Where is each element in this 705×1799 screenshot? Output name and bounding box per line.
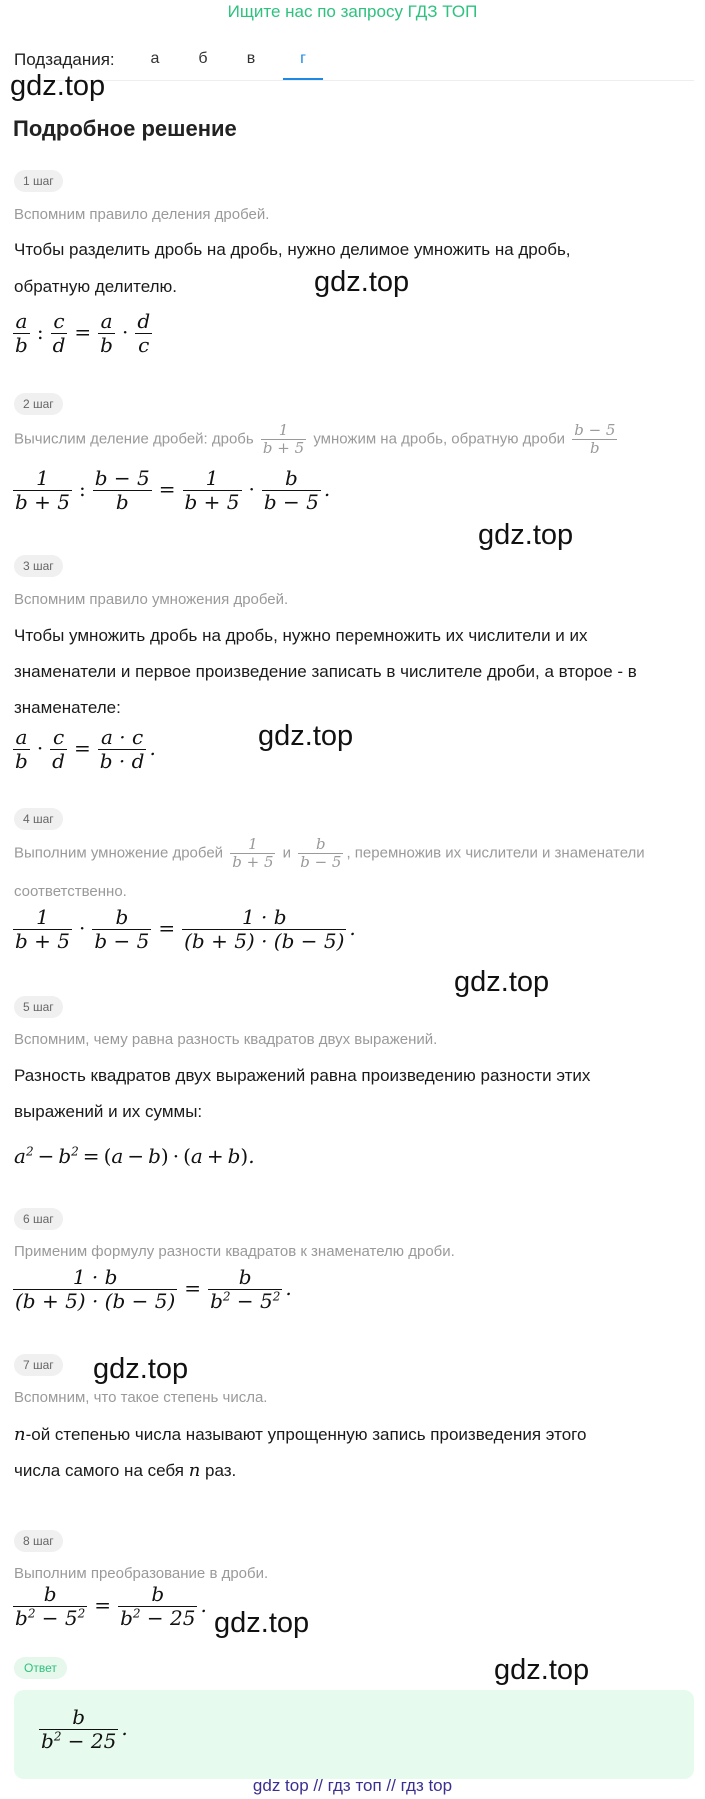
step-badge: 5 шаг — [14, 996, 63, 1018]
note-text: умножим на дробь, обратную дроби — [313, 430, 566, 448]
step-text: обратную делителю. — [14, 277, 177, 296]
watermark: gdz.top — [214, 1607, 310, 1639]
step-text: Чтобы умножить дробь на дробь, нужно перемножить их числители и их — [14, 626, 588, 645]
formula-step8: $\frac{b}{b^2 - 5^2}$ = $\frac{b}{b^2 - 25}$ . — [15, 1582, 207, 1630]
formula-difference-of-squares: $a^2 - b^2 = (a - b) \cdot (a + b)$. — [14, 1144, 255, 1168]
step-note: Выполним преобразование в дроби. — [14, 1565, 269, 1582]
step-text: Разность квадратов двух выражений равна произведению разности этих — [14, 1066, 591, 1085]
watermark: gdz.top — [258, 720, 354, 752]
note-text: , перемножив их числители и знаменатели — [346, 844, 645, 862]
formula-step6: $\frac{1 \cdot b}{(b + 5) \cdot (b - 5)}$ = $\frac{b}{b^2 - 5^2}$ . — [15, 1265, 292, 1313]
step-note: Вспомним, чему равна разность квадратов двух выражений. — [14, 1031, 438, 1048]
step-note: Применим формулу разности квадратов к знаменателю дроби. — [14, 1243, 455, 1260]
footer-links[interactable]: gdz top // гдз топ // гдз top — [252, 1776, 453, 1795]
step-note: Вспомним правило умножения дробей. — [14, 591, 289, 608]
step-note: соответственно. — [14, 883, 127, 900]
step-note: Вычислим деление дробей: дробь $\frac{1}{b + 5}$ умножим на дробь, обратную дроби $\frac{b - 5}{b}$ — [14, 421, 616, 458]
step-text: Чтобы разделить дробь на дробь, нужно делимое умножить на дробь, — [14, 240, 571, 259]
answer-formula: $\frac{b}{b^2 - 25}$ . — [41, 1705, 128, 1753]
step-note: Вспомним, что такое степень числа. — [14, 1389, 268, 1406]
step-text: n-ой степенью числа называют упрощенную запись произведения этого — [14, 1424, 587, 1445]
note-text: Выполним умножение дробей — [14, 844, 224, 862]
text-part: раз. — [205, 1461, 237, 1480]
watermark: gdz.top — [314, 266, 410, 298]
tab-a[interactable]: а — [150, 50, 160, 67]
formula-step2: $\frac{1}{b + 5}$ : $\frac{b - 5}{b}$ = $\frac{1}{b + 5}$ · $\frac{b}{b - 5}$ . — [15, 466, 331, 514]
step-badge: 8 шаг — [14, 1530, 63, 1552]
step-note: Выполним умножение дробей $\frac{1}{b + 5}$ и $\frac{b}{b - 5}$ , перемножив их числители и знаменатели — [14, 835, 645, 872]
step-text: знаменателе: — [14, 698, 121, 717]
tab-g[interactable]: г — [300, 50, 306, 67]
step-text: числа самого на себя n раз. — [14, 1460, 237, 1481]
formula-multiplication-rule: $\frac{a}{b}$ · $\frac{c}{d}$ = $\frac{a \cdot c}{b \cdot d}$ . — [15, 725, 156, 773]
watermark: gdz.top — [10, 70, 106, 102]
answer-badge: Ответ — [14, 1657, 67, 1679]
step-badge: 2 шаг — [14, 393, 63, 415]
step-badge: 6 шаг — [14, 1208, 63, 1230]
subtasks-label: Подзадания: — [14, 50, 115, 69]
watermark: gdz.top — [478, 519, 574, 551]
step-badge: 4 шаг — [14, 808, 63, 830]
answer-box — [14, 1690, 694, 1779]
watermark: gdz.top — [454, 966, 550, 998]
step-badge: 3 шаг — [14, 555, 63, 577]
tab-b[interactable]: б — [198, 50, 208, 67]
text-part: числа самого на себя — [14, 1461, 184, 1480]
divider — [14, 80, 694, 81]
step-text: выражений и их суммы: — [14, 1102, 203, 1121]
note-text: Вычислим деление дробей: дробь — [14, 430, 254, 448]
promo-banner[interactable]: Ищите нас по запросу ГДЗ ТОП — [227, 2, 478, 21]
step-badge: 7 шаг — [14, 1354, 63, 1376]
step-badge: 1 шаг — [14, 170, 63, 192]
step-note: Вспомним правило деления дробей. — [14, 206, 270, 223]
page-title: Подробное решение — [13, 116, 237, 141]
text-part: -ой степенью числа называют упрощенную запись произведения этого — [25, 1425, 587, 1444]
note-text: и — [282, 844, 292, 862]
tab-v[interactable]: в — [246, 50, 256, 67]
watermark: gdz.top — [494, 1654, 590, 1686]
watermark: gdz.top — [93, 1353, 189, 1385]
formula-step4: $\frac{1}{b + 5}$ · $\frac{b}{b - 5}$ = $\frac{1 \cdot b}{(b + 5) \cdot (b - 5)}$ . — [15, 905, 356, 953]
step-text: знаменатели и первое произведение записать в числителе дроби, а второе - в — [14, 662, 637, 681]
formula-division-rule: $\frac{a}{b}$ : $\frac{c}{d}$ = $\frac{a}{b}$ · $\frac{d}{c}$ — [15, 309, 151, 357]
